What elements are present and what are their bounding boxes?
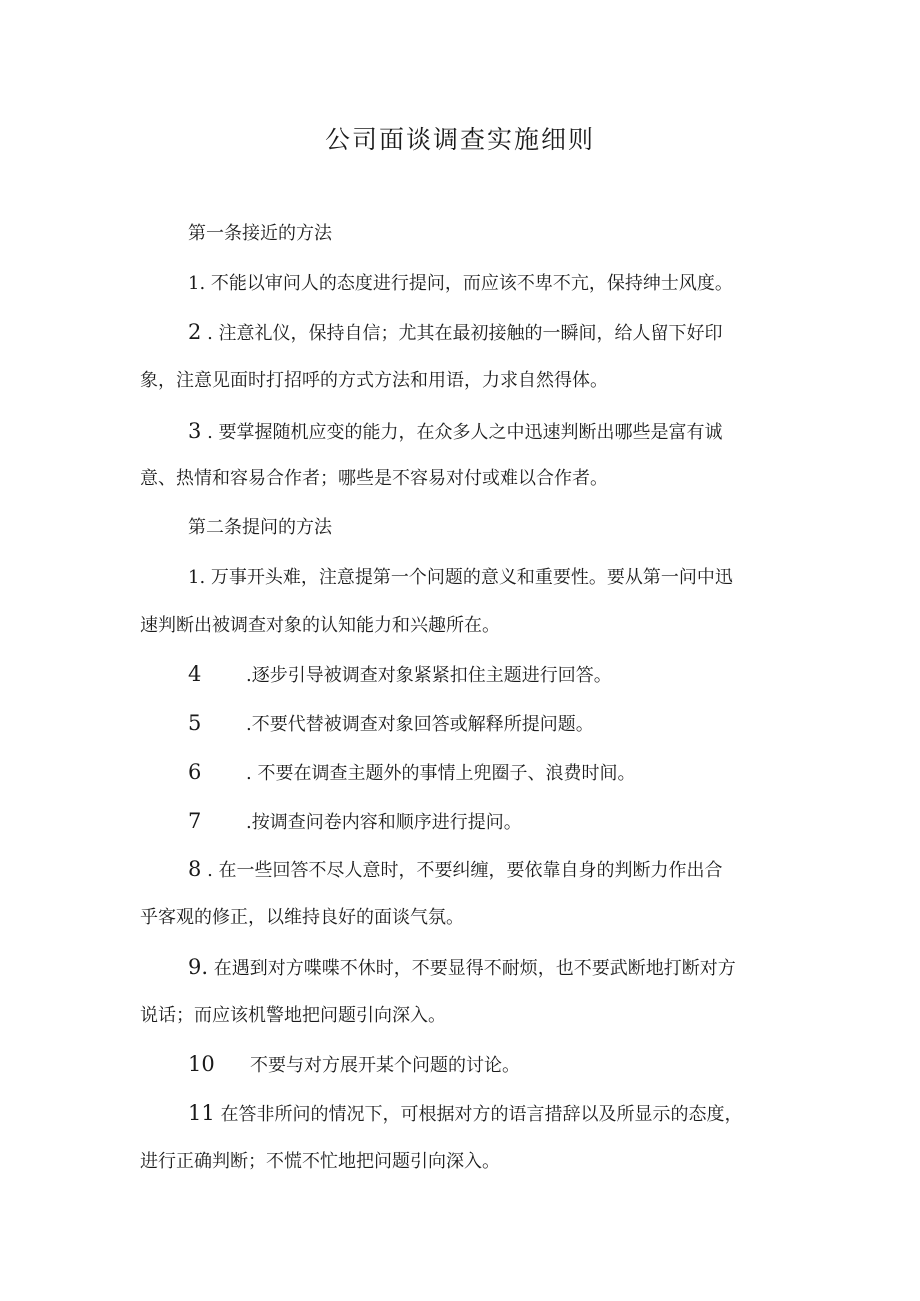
section-2-item-8-line-2: 乎客观的修正，以维持良好的面谈气氛。 bbox=[140, 907, 464, 928]
item-text: 在答非所问的情况下，可根据对方的语言措辞以及所显示的态度， bbox=[214, 1104, 743, 1125]
item-text: . 不要在调查主题外的事情上兜圈子、浪费时间。 bbox=[246, 763, 636, 784]
section-2-item-10 bbox=[188, 1052, 520, 1078]
item-number: 3 bbox=[188, 419, 202, 443]
item-number: 10 bbox=[188, 1052, 215, 1076]
item-text: 不要与对方展开某个问题的讨论。 bbox=[250, 1055, 520, 1076]
page-title: 公司面谈调查实施细则 bbox=[324, 125, 595, 154]
item-text: .不要代替被调查对象回答或解释所提问题。 bbox=[246, 714, 594, 735]
item-text: 在遇到对方喋喋不休时，不要显得不耐烦，也不要武断地打断对方 bbox=[208, 958, 736, 979]
section-2-item-4 bbox=[188, 662, 612, 688]
section-1-item-2-line-2: 象，注意见面时打招呼的方式方法和用语，力求自然得体。 bbox=[140, 370, 608, 391]
section-1-item-2-line-1 bbox=[188, 320, 723, 346]
section-1-item-3-line-1 bbox=[188, 419, 723, 445]
section-1-item-1: 1. 不能以审问人的态度进行提问，而应该不卑不亢，保持绅士风度。 bbox=[188, 273, 733, 294]
section-2-item-8-line-1 bbox=[188, 857, 723, 883]
item-number: 9. bbox=[188, 955, 209, 979]
item-text: .逐步引导被调查对象紧紧扣住主题进行回答。 bbox=[246, 665, 612, 686]
item-number: 4 bbox=[188, 662, 202, 686]
item-number: 7 bbox=[188, 809, 202, 833]
section-1-heading: 第一条接近的方法 bbox=[188, 223, 332, 244]
section-2-item-6 bbox=[188, 760, 635, 786]
section-2-item-9-line-2: 说话；而应该机警地把问题引向深入。 bbox=[140, 1005, 446, 1026]
item-number: 6 bbox=[188, 760, 202, 784]
item-text: . 要掌握随机应变的能力，在众多人之中迅速判断出哪些是富有诚 bbox=[201, 422, 723, 443]
section-2-item-1-line-2: 速判断出被调查对象的认知能力和兴趣所在。 bbox=[140, 615, 500, 636]
item-number: 5 bbox=[188, 711, 202, 735]
section-2-heading: 第二条提问的方法 bbox=[188, 517, 332, 538]
section-2-item-11-line-1 bbox=[188, 1101, 742, 1127]
item-number: 8 bbox=[188, 857, 202, 881]
section-2-item-7 bbox=[188, 809, 522, 835]
section-2-item-9-line-1 bbox=[188, 955, 736, 981]
item-number: 2 bbox=[188, 320, 202, 344]
section-2-item-11-line-2: 进行正确判断；不慌不忙地把问题引向深入。 bbox=[140, 1151, 500, 1172]
section-1-item-3-line-2: 意、热情和容易合作者；哪些是不容易对付或难以合作者。 bbox=[140, 468, 608, 489]
section-2-item-1-line-1: 1. 万事开头难，注意提第一个问题的意义和重要性。要从第一问中迅 bbox=[188, 567, 733, 588]
section-2-item-5 bbox=[188, 711, 594, 737]
item-text: .按调查问卷内容和顺序进行提问。 bbox=[246, 812, 522, 833]
item-text: . 注意礼仪，保持自信；尤其在最初接触的一瞬间，给人留下好印 bbox=[201, 323, 723, 344]
item-text: . 在一些回答不尽人意时，不要纠缠，要依靠自身的判断力作出合 bbox=[201, 860, 723, 881]
item-number: 11 bbox=[188, 1101, 215, 1125]
